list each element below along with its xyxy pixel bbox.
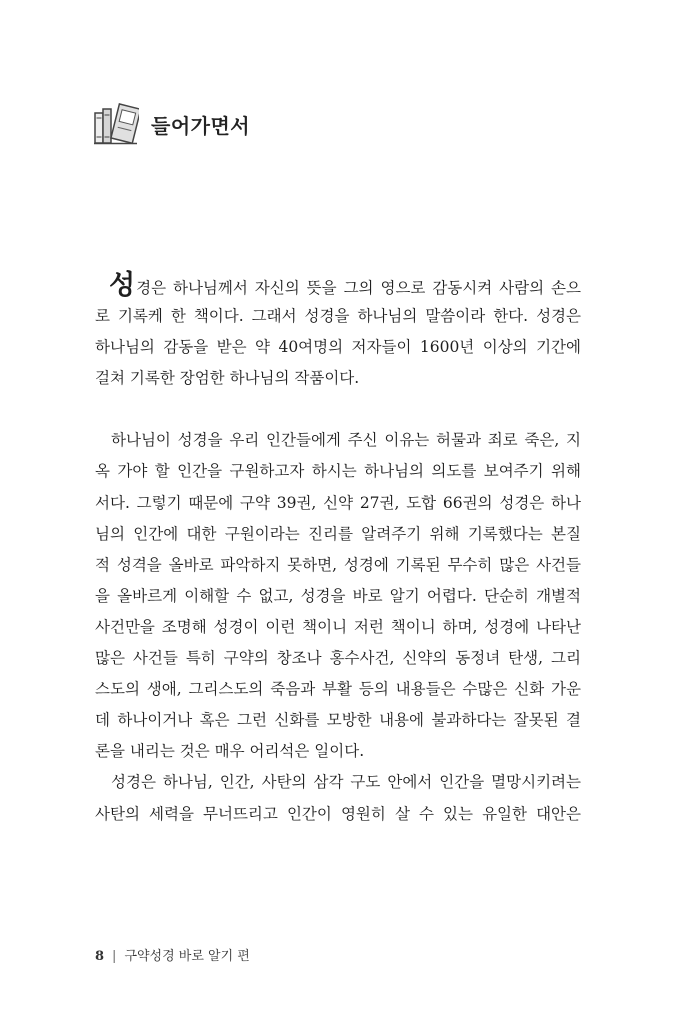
page-footer	[95, 945, 250, 964]
text-line: 성경은 하나님, 인간, 사탄의 삼각 구도 안에서 인간을 멸망시키려는	[111, 773, 581, 792]
chapter-heading	[93, 100, 250, 148]
books-icon	[93, 101, 139, 147]
text-line: 걸쳐 기록한 장엄한 하나님의 작품이다.	[95, 369, 360, 388]
text-line: 서다. 그렇기 때문에 구약 39권, 신약 27권, 도합 66권의 성경은 하나	[95, 493, 581, 512]
text-line: 하나님이 성경을 우리 인간들에게 주신 이유는 허물과 죄로 죽은, 지	[111, 431, 581, 450]
main-text	[95, 270, 581, 830]
text-line: 적 성격을 올바로 파악하지 못하면, 성경에 기록된 무수히 많은 사건들	[95, 555, 581, 574]
text-line: 님의 인간에 대한 구원이라는 진리를 알려주기 위해 기록했다는 본질	[95, 524, 581, 543]
text-line: 스도의 생애, 그리스도의 죽음과 부활 등의 내용들은 수많은 신화 가운	[95, 680, 581, 699]
footer-separator: |	[112, 949, 117, 964]
text-line: 론을 내리는 것은 매우 어리석은 일이다.	[95, 742, 365, 761]
text-line: 성경은 하나님께서 자신의 뜻을 그의 영으로 감동시켜 사람의 손으	[109, 270, 581, 301]
text-line: 많은 사건들 특히 구약의 창조나 홍수사건, 신약의 동정녀 탄생, 그리	[95, 649, 581, 668]
text-line: 사탄의 세력을 무너뜨리고 인간이 영원히 살 수 있는 유일한 대안은	[95, 804, 581, 823]
text-line: 사건만을 조명해 성경이 이런 책이니 저런 책이니 하며, 성경에 나타난	[95, 617, 581, 636]
book-title: 구약성경 바로 알기 편	[124, 949, 250, 964]
text-line: 데 하나이거나 혹은 그런 신화를 모방한 내용에 불과하다는 잘못된 결	[95, 711, 581, 730]
text-line: 하나님의 감동을 받은 약 40여명의 저자들이 1600년 이상의 기간에	[95, 338, 581, 357]
drop-cap: 성	[109, 270, 136, 301]
page-number: 8	[95, 949, 105, 964]
text-line: 옥 가야 할 인간을 구원하고자 하시는 하나님의 의도를 보여주기 위해	[95, 462, 581, 481]
text-line: 로 기록케 한 책이다. 그래서 성경을 하나님의 말씀이라 한다. 성경은	[95, 307, 581, 326]
text-line: 을 올바르게 이해할 수 없고, 성경을 바로 알기 어렵다. 단순히 개별적	[95, 586, 581, 605]
chapter-title: 들어가면서	[151, 113, 251, 138]
